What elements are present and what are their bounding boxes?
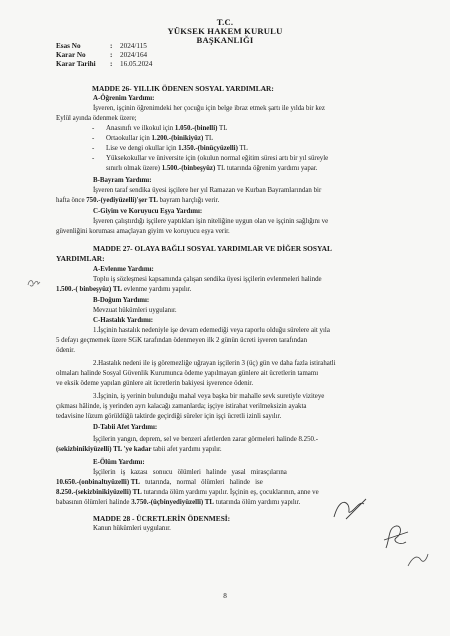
madde27-c-3-line3: tedavisine lüzum görüldüğü taktirde geçirdiği süreler için işçi ücretli izinli sayılır. — [56, 413, 282, 420]
meta-tarih: Karar Tarihi : 16.05.2024 — [56, 60, 153, 68]
madde26-bullet-1: - Anasınıfı ve ilkokul için 1.050.-(binelli) TL — [106, 124, 227, 133]
madde26-b-p1: İşveren taraf sendika üyesi işçilere her yıl Ramazan ve Kurban Bayramlarından bir — [93, 187, 322, 194]
madde27-a-p2: 1.500.-( binbeşyüz) TL evlenme yardımı yapılır. — [56, 286, 192, 293]
meta-esas: Esas No : 2024/115 — [56, 42, 147, 50]
madde26-a-p1: İşveren, işçinin öğrenimdeki her çocuğu için belge ibraz etmek şartı ile yılda bir kez — [93, 105, 325, 112]
madde26-a-p2: Eylül ayında ödenmek üzere; — [56, 115, 137, 122]
madde28-p1: Kanun hükümleri uygulanır. — [93, 525, 171, 532]
madde27-d-title: D-Tabii Afet Yardımı: — [93, 424, 158, 431]
header-tc: T.C. — [216, 17, 234, 27]
madde27-title-line2: YARDIMLAR: — [56, 254, 105, 263]
madde27-c-1-line1: 1.İşçinin hastalık nedeniyle işe devam edemediği veya raporlu olduğu sürelere ait yıla — [93, 327, 330, 334]
madde26-c-p1: İşveren çalıştırdığı işçilere yaptıkları işin niteliğine uygun olan ve işçinin sağlığını ve — [93, 218, 329, 225]
madde27-e-line1: İşçilerin iş kazası sonucu ölümleri halinde yasal mirasçılarına — [93, 469, 287, 476]
madde26-bullet-2: - Ortaokullar için 1.200.-(binikiyüz) TL — [106, 134, 213, 143]
madde27-a-p1: Toplu iş sözleşmesi kapsamında çalışan sendika üyesi işçilerin evlenmeleri halinde — [93, 276, 322, 283]
header-baskanlik: BAŞKANLIĞI — [196, 35, 254, 45]
madde27-c-1-line2: 5 defayı geçmemek üzere SGK tarafından ödenmeyen ilk 2 günün ücreti işveren tarafından — [56, 337, 308, 344]
signature-mark-3 — [405, 548, 431, 570]
madde27-d-line1: İşçilerin yangın, deprem, sel ve benzeri afetlerden zarar görmeleri halinde 8.250.- — [93, 436, 318, 443]
tarih-label: Karar Tarihi — [56, 60, 96, 68]
header-kurul: YÜKSEK HAKEM KURULU — [167, 26, 283, 36]
meta-karar: Karar No : 2024/164 — [56, 51, 148, 59]
madde27-e-title: E-Ölüm Yardımı: — [93, 459, 145, 466]
madde27-e-line3: 8.250.-(sekizbinikiyüzelli) TL tutarında ölüm yardımı yapılır. İşçinin eş, çocuklarının, anne ve — [56, 489, 319, 496]
madde26-c-p2: güvenliğini koruması amaçlayan giyim ve koruyucu eşya verir. — [56, 228, 230, 235]
page-number: 8 — [223, 592, 227, 600]
tarih-value: 16.05.2024 — [120, 60, 153, 68]
madde27-c-3-line1: 3.İşçinin, iş yerinin bulunduğu mahal veya başka bir mahalle sevk suretiyle viziteye — [93, 393, 325, 400]
madde27-c-3-line2: çıkması hâlinde, iş yerinden ayrı kalacağı zamanlarda; işçiye istirahat verilmeksizin ayakta — [56, 403, 307, 410]
madde26-bullet-4-line2: sınırlı olmak üzere) 1.500.-(binbeşyüz) TL tutarında öğrenim yardımı yapar. — [106, 165, 318, 172]
madde26-b-title: B-Bayram Yardımı: — [93, 177, 152, 184]
esas-value: 2024/115 — [120, 42, 147, 50]
signature-mark-1 — [330, 495, 370, 523]
madde27-e-line2: 10.650.-(onbinaltıyüzelli) TL tutarında, normal ölümleri halinde ise — [56, 479, 263, 486]
madde26-a-title: A-Öğrenim Yardımı: — [93, 95, 155, 102]
madde27-c-title: C-Hastalık Yardımı: — [93, 317, 154, 324]
madde26-b-p2: hafta önce 750.-(yediyüzelli)'şer TL bayram harçlığı verir. — [56, 197, 220, 204]
madde27-c-2-line3: ve eksik ödeme yapılan günlere ait ücretlerin bakiyesi işverence ödenir. — [56, 380, 254, 387]
madde27-d-line2: (sekizbinikiyüzelli) TL 'ye kadar tabii afet yardımı yapılır. — [56, 446, 222, 453]
madde27-b-p1: Mevzuat hükümleri uygulanır. — [93, 307, 177, 314]
margin-initials-mark — [26, 276, 42, 290]
madde26-c-title: C-Giyim ve Koruyucu Eşya Yardımı: — [93, 208, 203, 215]
madde26-title: MADDE 26- YILLIK ÖDENEN SOSYAL YARDIMLAR: — [92, 84, 274, 93]
madde27-c-2-line2: olmaları halinde Sosyal Güvenlik Kurumunca ödeme yapılmayan günlere ait ücretlerin tamamı — [56, 370, 319, 377]
madde26-bullet-4-line1: - Yüksekokullar ve üniversite için (okulun normal eğitim süresi artı bir yıl süreyle — [106, 154, 328, 163]
madde26-bullet-3: - Lise ve dengi okullar için 1.350.-(binüçyüzelli) TL — [106, 144, 248, 153]
madde27-c-2-line1: 2.Hastalık nedeni ile iş göremezliğe uğrayan işçilerin 3 (üç) gün ve daha fazla istirahatli — [93, 360, 336, 367]
madde27-b-title: B-Doğum Yardımı: — [93, 297, 150, 304]
madde27-a-title: A-Evlenme Yardımı: — [93, 266, 154, 273]
madde28-title: MADDE 28 - ÜCRETLERİN ÖDENMESİ: — [93, 514, 231, 523]
karar-value: 2024/164 — [120, 51, 148, 59]
karar-label: Karar No — [56, 51, 86, 59]
madde27-title-line1: MADDE 27- OLAYA BAĞLI SOSYAL YARDIMLAR VE DİĞER SOSYAL — [93, 244, 332, 253]
madde27-c-1-line3: ödenir. — [56, 347, 75, 354]
madde27-e-line4: babasının ölümleri halinde 3.750.-(üçbinyediyüzelli) TL tutarında ölüm yardımı yapılır. — [56, 499, 301, 506]
esas-label: Esas No — [56, 42, 81, 50]
